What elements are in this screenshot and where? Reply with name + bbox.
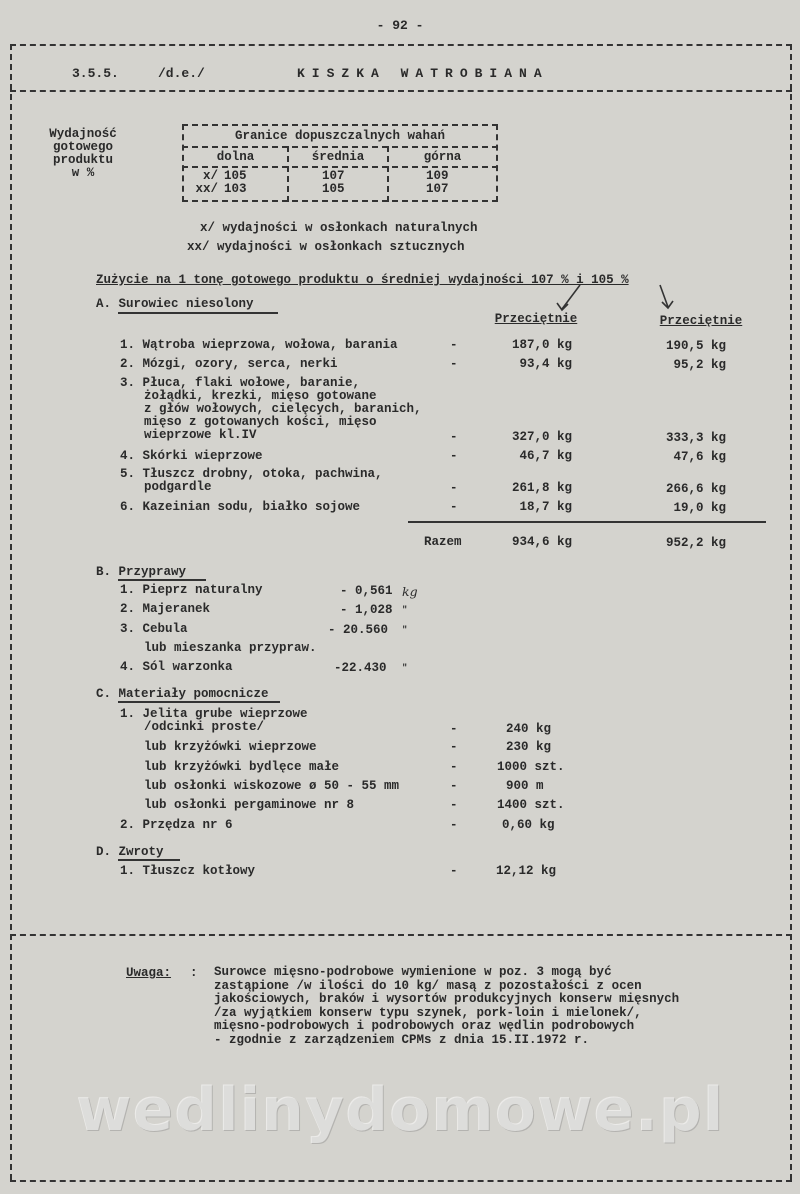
total-label: Razem: [424, 535, 462, 549]
note-text: Surowce mięsno-podrobowe wymienione w poz. 3 mogą być zastąpione /w ilości do 10 kg/ masą z pozostałości z ocen jakościowych, braków i wysortów produkcyjnych konserw mięsnych /za wyjątkiem konserw typu szynek, pork-loin i mielonek/, mięsno-podrobowych i podrobowych oraz wędlin podrobowych - zgodnie z zarządzeniem CPMs z dnia 15.II.1972 r.: [214, 965, 680, 1047]
total-105: 952,2 kg: [665, 536, 726, 550]
cell-srednia: 107: [322, 169, 345, 183]
cell-dolna: 103: [224, 182, 247, 196]
spice-item: 3. Cebula: [120, 622, 188, 636]
value-105: 19,0 kg: [673, 501, 726, 515]
value-107: 187,0 kg: [511, 338, 572, 352]
spice-item: lub mieszanka przypraw.: [144, 641, 317, 655]
note-divider: [10, 934, 792, 936]
frame-bottom: [10, 1180, 792, 1182]
list-item: 4. Skórki wieprzowe: [120, 449, 263, 463]
material-value: 1000 szt.: [497, 760, 565, 774]
value-105: 266,6 kg: [665, 482, 726, 496]
spice-value: - 20.560: [328, 623, 389, 637]
yield-table-title: Granice dopuszczalnych wahań: [234, 129, 446, 143]
material-item: lub osłonki wiskozowe ø 50 - 55 mm: [144, 779, 400, 793]
spice-unit: ": [402, 663, 408, 673]
value-105: 333,3 kg: [665, 431, 726, 445]
material-value: 240 kg: [506, 722, 552, 736]
list-item: 2. Mózgi, ozory, serca, nerki: [120, 357, 338, 371]
list-item: 3. Płuca, flaki wołowe, baranie, żołądki, krezki, mięso gotowane z głów wołowych, cielęcych, baranich, mięso z gotowanych kości, mięso wieprzowe kl.IV: [120, 376, 422, 442]
spice-item: 1. Pieprz naturalny: [120, 583, 263, 597]
material-item: lub krzyżówki bydlęce małe: [144, 760, 340, 774]
list-item: 1. Wątroba wieprzowa, wołowa, barania: [120, 338, 398, 352]
header-divider: [10, 90, 792, 92]
list-item: 6. Kazeinian sodu, białko sojowe: [120, 500, 361, 514]
section-b-title: B. Przyprawy: [96, 565, 187, 579]
product-title: KISZKA WATROBIANA: [297, 66, 549, 81]
spice-value: - 1,028: [340, 603, 393, 617]
yield-label-line: produktu: [52, 153, 113, 167]
material-item: lub krzyżówki wieprzowe: [144, 740, 317, 754]
return-value: 12,12 kg: [496, 864, 557, 878]
section-code: 3.5.5.: [72, 66, 119, 81]
section-c-title: C. Materiały pomocnicze: [96, 687, 269, 701]
col-avg-107: Przeciętnie: [494, 312, 578, 326]
section-d-title: D. Zwroty: [96, 845, 164, 859]
list-item: 5. Tłuszcz drobny, otoka, pachwina, podgardle: [120, 467, 383, 494]
yield-label-line: gotowego: [52, 140, 113, 154]
document-page: - 92 - 3.5.5. /d.e./ KISZKA WATROBIANA Wydajność gotowego produktu w % Granice dopuszczalnych wahań dolna średnia górna x/ 105 107 109 xx/ 103 105 107 x/ wydajności w osłonkach naturalnych xx/ wydajności w osłonkach sztucznych Zużycie na 1 tonę gotowego produktu o średniej wydajności 107 % i 105 % A. Surowiec niesolony Przeciętnie Przeciętnie 1. Wątroba wieprzowa, wołowa, barania - 187,0 kg 190,5 kg 2. Mózgi, ozory, serca, nerki - 93,4 kg 95,2 kg 3. Płuca, flaki wołowe, baranie, żołądki, krezki, mięso gotowane z głów wołowych, cielęcych, baranich, mięso z gotowanych kości, mięso wieprzowe kl.IV - 327,0 kg 333,3 kg 4. Skórki wieprzowe - 46,7 kg 47,6 kg 5. Tłuszcz drobny, otoka, pachwina, podgardle - 261,8 kg 266,6 kg 6. Kazeinian sodu, białko sojowe - 18,7 kg 19,0 kg Razem 934,6 kg 952,2 kg B. Przyprawy 1. Pieprz naturalny - 0,561 kg 2. Majeranek - 1,028 " 3. Cebula - 20.560 " lub mieszanka przypraw. 4. Sól warzonka -22.430 " C. Materiały pomocnicze 1. Jelita grube wieprzowe /odcinki proste/ - 240 kg lub krzyżówki wieprzowe - 230 kg lub krzyżówki bydlęce małe - 1000 szt. lub osłonki wiskozowe ø 50 - 55 mm - 900 m lub osłonki pergaminowe nr 8 - 1400 szt. 2. Przędza nr 6 - 0,60 kg D. Zwroty 1. Tłuszcz kotłowy - 12,12 kg Uwaga: : Surowce mięsno-podrobowe wymienione w poz. 3 mogą być zastąpione /w ilości do 10 kg/ masą z pozostałości z ocen jakościowych, braków i wysortów produkcyjnych konserw mięsnych /za wyjątkiem konserw typu szynek, pork-loin i mielonek/, mięsno-podrobowych i podrobowych oraz wędlin podrobowych - zgodnie z zarządzeniem CPMs z dnia 15.II.1972 r. wedlinydomowe.pl: [0, 0, 800, 1194]
value-107: 327,0 kg: [511, 430, 572, 444]
row-mark: x/: [202, 169, 218, 183]
col-srednia: średnia: [311, 150, 365, 164]
frame-top: [10, 44, 792, 46]
material-item: lub osłonki pergaminowe nr 8: [144, 798, 355, 812]
col-gorna: górna: [423, 150, 462, 164]
note-label: Uwaga:: [126, 966, 172, 980]
cell-srednia: 105: [322, 182, 345, 196]
material-value: 230 kg: [506, 740, 552, 754]
section-mark: /d.e./: [158, 66, 205, 81]
value-105: 190,5 kg: [665, 339, 726, 353]
material-value: 1400 szt.: [497, 798, 565, 812]
cell-gorna: 107: [426, 182, 449, 196]
spice-unit: ": [402, 605, 408, 615]
material-item: 2. Przędza nr 6: [120, 818, 233, 832]
arrows-graphic: [540, 283, 690, 313]
value-107: 93,4 kg: [519, 357, 572, 371]
col-avg-105: Przeciętnie: [659, 314, 743, 328]
yield-label: [48, 128, 118, 180]
value-107: 261,8 kg: [511, 481, 572, 495]
page-number: - 92 -: [376, 18, 424, 33]
value-105: 95,2 kg: [673, 358, 726, 372]
yield-label-line: Wydajność: [49, 127, 117, 141]
spice-unit: kg: [402, 584, 418, 599]
spice-value: - 0,561: [340, 584, 393, 598]
total-107: 934,6 kg: [511, 535, 572, 549]
material-item: 1. Jelita grube wieprzowe /odcinki proste/: [120, 707, 308, 734]
frame-right: [790, 44, 792, 1180]
material-value: 900 m: [506, 779, 544, 793]
row-mark: xx/: [195, 182, 218, 196]
section-a-title: [96, 297, 254, 311]
yield-note-artificial: xx/ wydajności w osłonkach sztucznych: [187, 240, 465, 254]
material-value: 0,60 kg: [502, 818, 555, 832]
watermark: wedlinydomowe.pl: [75, 1075, 725, 1145]
yield-note-natural: x/ wydajności w osłonkach naturalnych: [200, 221, 478, 235]
sum-line: [408, 521, 766, 523]
cell-dolna: 105: [224, 169, 247, 183]
section-a-title-text: A. Surowiec niesolony: [96, 297, 254, 311]
spice-item: 4. Sól warzonka: [120, 660, 233, 674]
yield-label-line: w %: [71, 166, 95, 180]
col-dolna: dolna: [216, 150, 255, 164]
consumption-title: Zużycie na 1 tonę gotowego produktu o średniej wydajności 107 % i 105 %: [96, 273, 629, 287]
cell-gorna: 109: [426, 169, 449, 183]
arrow-left-icon: [562, 285, 580, 309]
spice-unit: ": [402, 625, 408, 635]
spice-value: -22.430: [334, 661, 387, 675]
spice-item: 2. Majeranek: [120, 602, 211, 616]
value-105: 47,6 kg: [673, 450, 726, 464]
return-item: 1. Tłuszcz kotłowy: [120, 864, 256, 878]
frame-left: [10, 44, 12, 1180]
value-107: 18,7 kg: [519, 500, 572, 514]
value-107: 46,7 kg: [519, 449, 572, 463]
